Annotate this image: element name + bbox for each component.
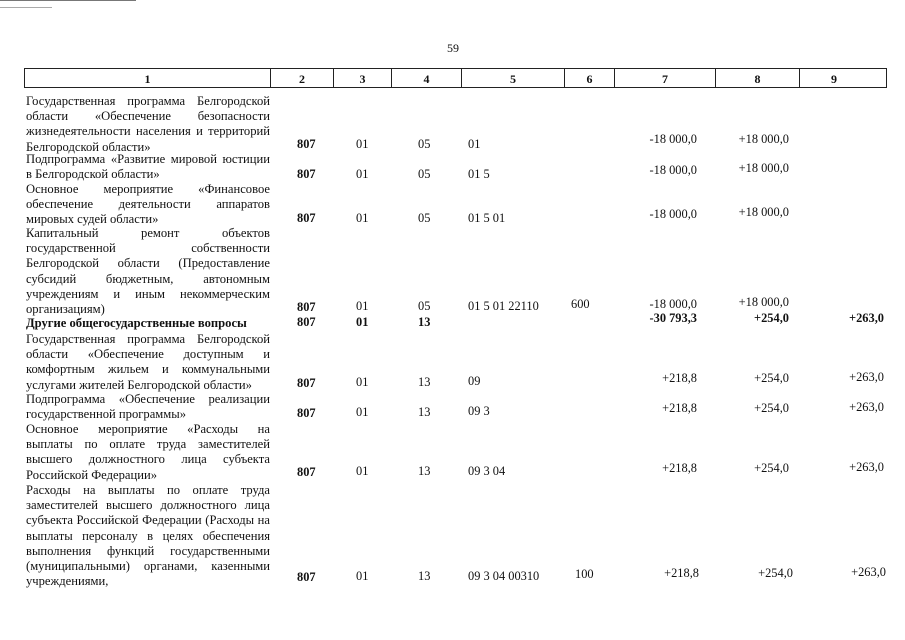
cell-ministry-code: 807 — [297, 315, 316, 329]
cell-expense-type: 100 — [575, 567, 594, 581]
page-number: 59 — [447, 41, 459, 55]
row-description: Подпрограмма «Обеспечение реализации государственной программы» — [26, 392, 270, 422]
scan-artifact-line — [0, 0, 136, 1]
cell-target-article: 01 — [468, 137, 481, 151]
row-description: Основное мероприятие «Финансовое обеспечение деятельности аппаратов мировых судей области» — [26, 182, 270, 227]
cell-amount-col8: +254,0 — [754, 311, 789, 325]
cell-subsection: 13 — [418, 405, 431, 419]
cell-amount-col8: +254,0 — [754, 461, 789, 475]
cell-section: 01 — [356, 137, 369, 151]
cell-amount-col7: +218,8 — [662, 461, 697, 475]
cell-amount-col7: -18 000,0 — [649, 132, 697, 146]
cell-amount-col9: +263,0 — [849, 400, 884, 414]
cell-amount-col9: +263,0 — [851, 565, 886, 579]
cell-section: 01 — [356, 167, 369, 181]
column-header: 4 — [392, 69, 462, 87]
cell-ministry-code: 807 — [297, 167, 316, 181]
row-description: Основное мероприятие «Расходы на выплаты по оплате труда заместителей высшего должностного лица субъекта Российской Федерации» — [26, 422, 270, 482]
cell-amount-col8: +254,0 — [758, 566, 793, 580]
column-header: 8 — [716, 69, 800, 87]
cell-subsection: 13 — [418, 464, 431, 478]
cell-amount-col8: +18 000,0 — [738, 132, 789, 146]
cell-target-article: 09 — [468, 374, 481, 388]
cell-subsection: 13 — [418, 375, 431, 389]
cell-amount-col7: -18 000,0 — [649, 207, 697, 221]
cell-subsection: 13 — [418, 569, 431, 583]
cell-amount-col8: +18 000,0 — [738, 161, 789, 175]
cell-target-article: 09 3 04 00310 — [468, 569, 540, 583]
column-header: 7 — [615, 69, 716, 87]
cell-expense-type: 600 — [571, 297, 590, 311]
cell-amount-col7: +218,8 — [662, 371, 697, 385]
cell-subsection: 05 — [418, 299, 431, 313]
column-header: 2 — [271, 69, 334, 87]
scan-artifact-line — [0, 7, 52, 8]
row-description: Другие общегосударственные вопросы — [26, 316, 247, 330]
cell-target-article: 09 3 — [468, 404, 490, 418]
cell-target-article: 09 3 04 — [468, 464, 506, 478]
cell-ministry-code: 807 — [297, 376, 316, 390]
cell-section: 01 — [356, 569, 369, 583]
cell-section: 01 — [356, 299, 369, 313]
cell-target-article: 01 5 01 — [468, 211, 506, 225]
cell-section: 01 — [356, 211, 369, 225]
table-header-row — [24, 68, 887, 88]
row-description: Капитальный ремонт объектов государственной собственности Белгородской области (Предоставление субсидий бюджетным, автономным учреждениям и иным некоммерческим организациям) — [26, 226, 270, 317]
cell-ministry-code: 807 — [297, 300, 316, 314]
cell-section: 01 — [356, 464, 369, 478]
row-description: Государственная программа Белгородской области «Обеспечение доступным и комфортным жильем и коммунальными услугами жителей Белгородской области» — [26, 332, 270, 392]
cell-amount-col8: +254,0 — [754, 371, 789, 385]
cell-ministry-code: 807 — [297, 570, 316, 584]
cell-amount-col7: -30 793,3 — [649, 311, 697, 325]
cell-amount-col7: +218,8 — [662, 401, 697, 415]
cell-amount-col8: +18 000,0 — [738, 295, 789, 309]
cell-ministry-code: 807 — [297, 465, 316, 479]
column-header: 6 — [565, 69, 615, 87]
cell-section: 01 — [356, 375, 369, 389]
column-header: 1 — [25, 69, 271, 87]
row-description: Государственная программа Белгородской области «Обеспечение безопасности жизнедеятельности населения и территорий Белгородской области» — [26, 94, 270, 154]
cell-amount-col7: -18 000,0 — [649, 297, 697, 311]
cell-amount-col8: +18 000,0 — [738, 205, 789, 219]
cell-amount-col8: +254,0 — [754, 401, 789, 415]
cell-amount-col9: +263,0 — [849, 460, 884, 474]
cell-target-article: 01 5 — [468, 167, 490, 181]
cell-section: 01 — [356, 405, 369, 419]
column-header: 3 — [334, 69, 392, 87]
column-header: 5 — [462, 69, 565, 87]
cell-ministry-code: 807 — [297, 406, 316, 420]
cell-subsection: 05 — [418, 167, 431, 181]
cell-ministry-code: 807 — [297, 137, 316, 151]
row-description: Расходы на выплаты по оплате труда заместителей высшего должностного лица субъекта Российской Федерации (Расходы на выплаты персоналу в целях обеспечения выполнения функций государственными (муниципальными) органами, казенными учреждениями, — [26, 483, 270, 589]
cell-ministry-code: 807 — [297, 211, 316, 225]
cell-amount-col9: +263,0 — [849, 370, 884, 384]
cell-subsection: 13 — [418, 315, 431, 329]
cell-amount-col7: -18 000,0 — [649, 163, 697, 177]
row-description: Подпрограмма «Развитие мировой юстиции в Белгородской области» — [26, 152, 270, 182]
cell-subsection: 05 — [418, 211, 431, 225]
cell-subsection: 05 — [418, 137, 431, 151]
cell-amount-col7: +218,8 — [664, 566, 699, 580]
column-header: 9 — [831, 72, 837, 86]
cell-target-article: 01 5 01 22110 — [468, 299, 539, 313]
cell-section: 01 — [356, 315, 369, 329]
cell-amount-col9: +263,0 — [849, 311, 884, 325]
